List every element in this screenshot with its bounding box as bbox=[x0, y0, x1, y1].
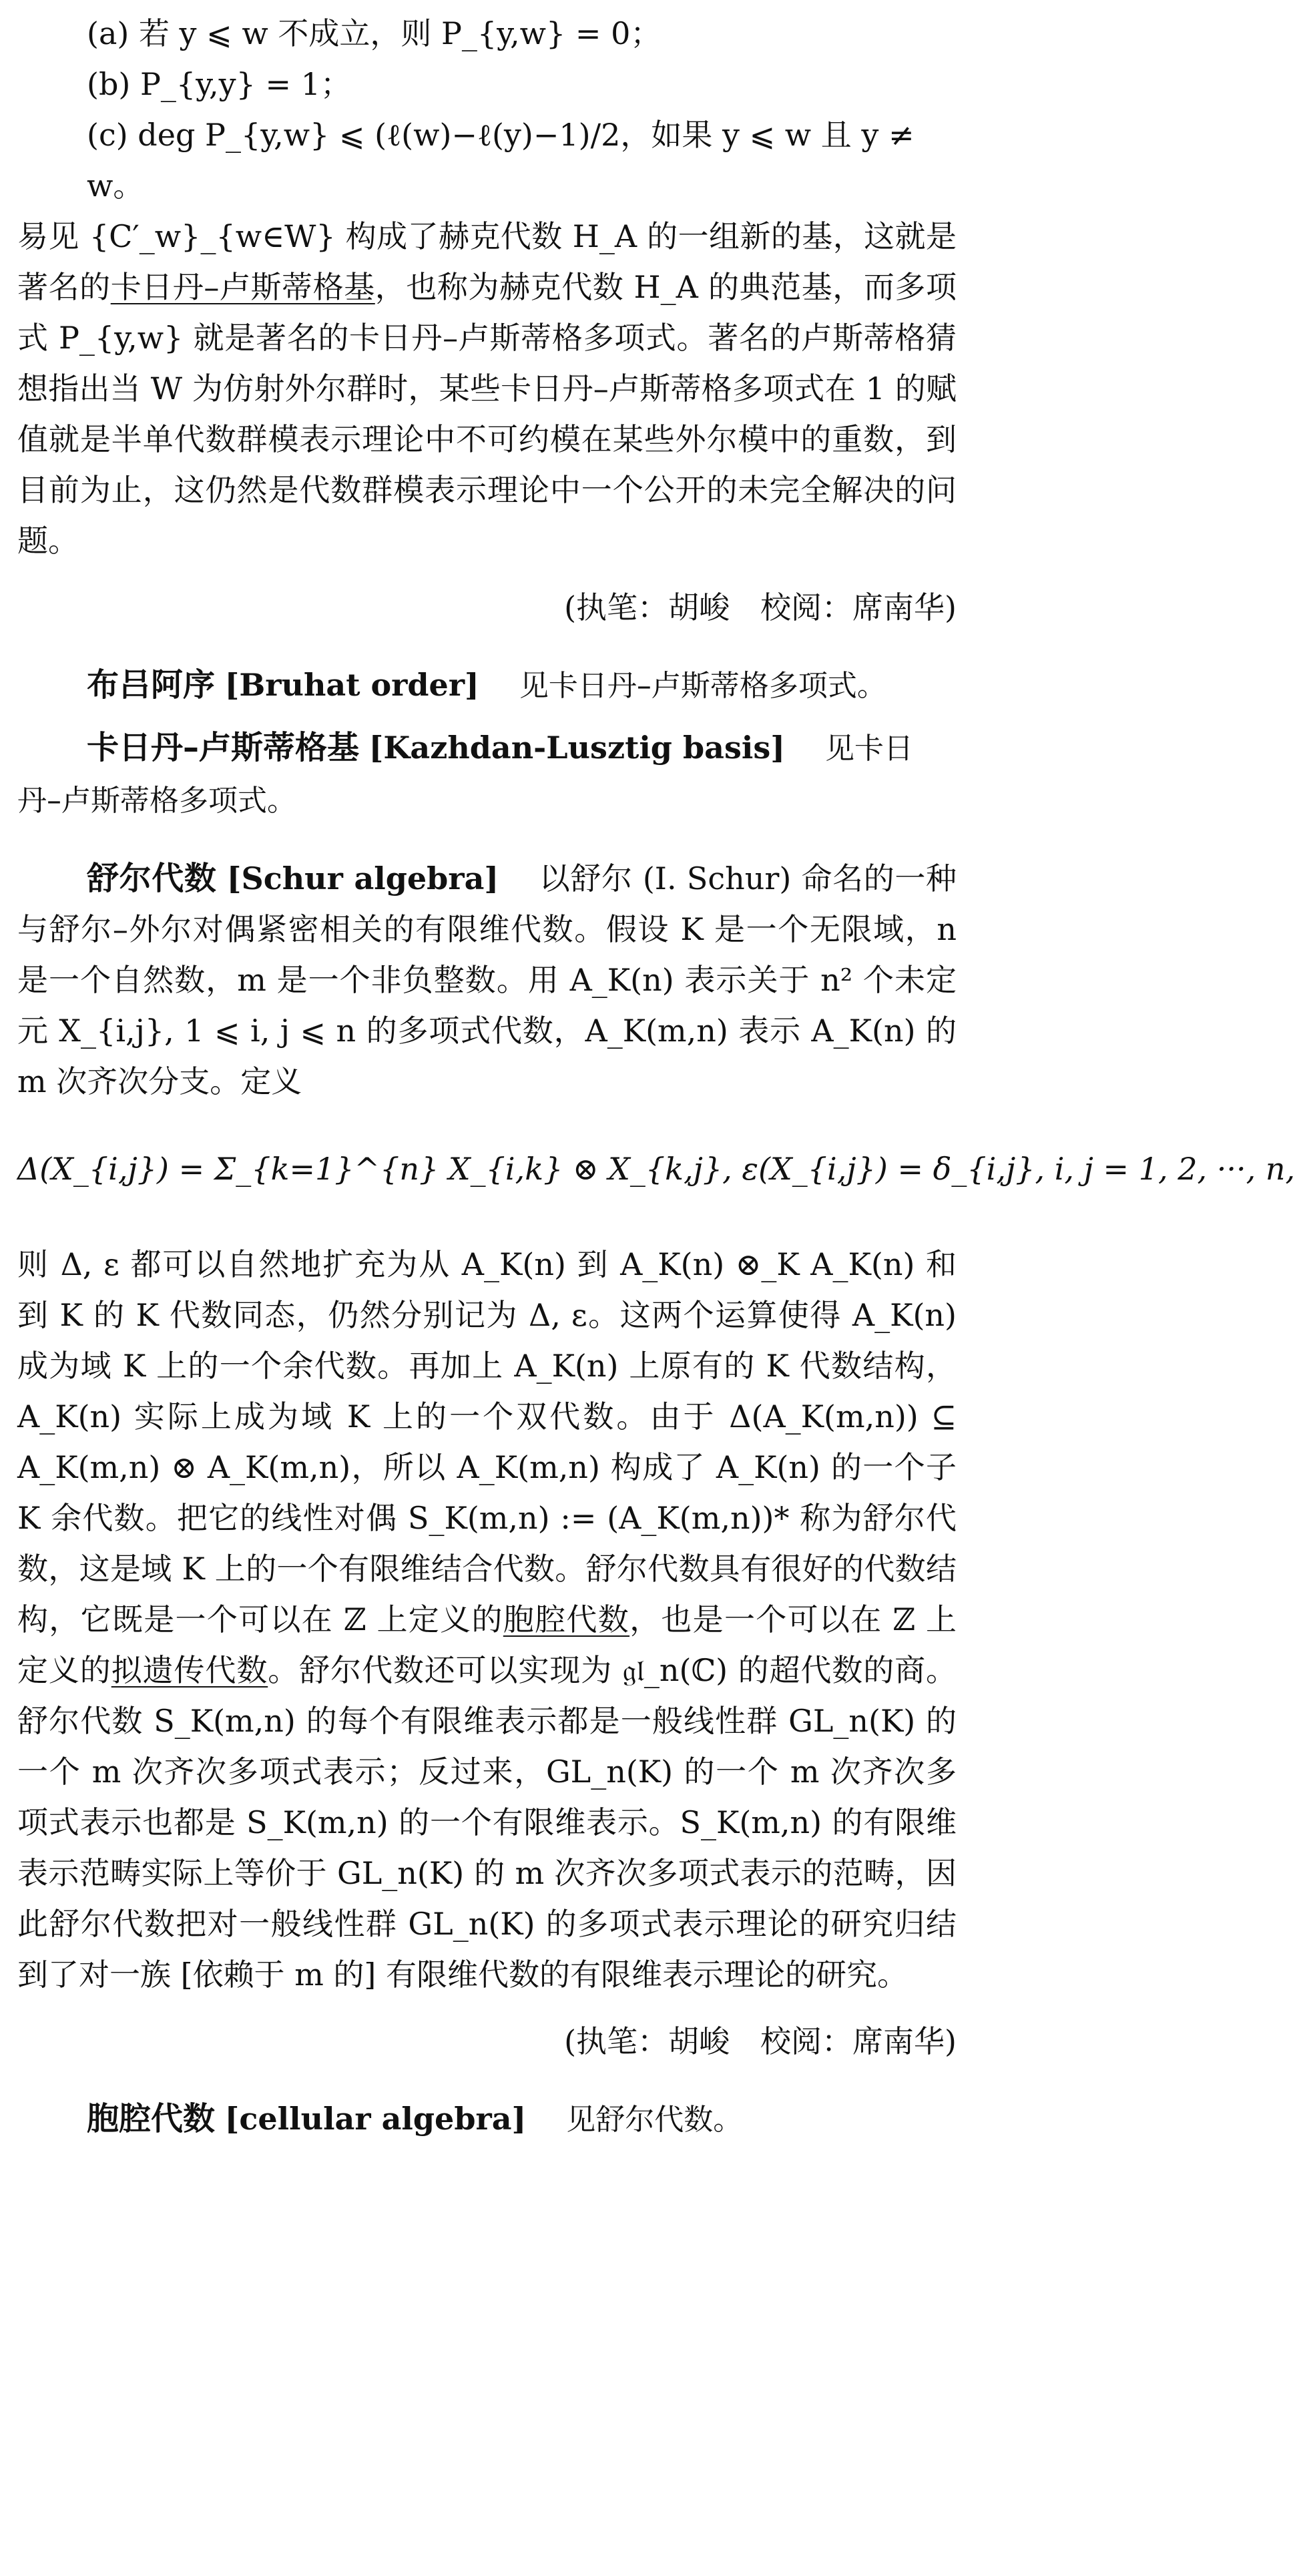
entry-title-en: [Bruhat order] bbox=[224, 667, 479, 703]
schur-body-text-3: 。舒尔代数还可以实现为 𝔤𝔩_n(ℂ) 的超代数的商。舒尔代数 S_K(m,n) 的每个有限维表示都是一般线性群 GL_n(K) 的一个 m 次齐次多项式表示；反过来，GL_n(K) 的一个 m 次齐次多项式表示也都是 S_K(m,n) 的一个有限维表示。S_K(m,n) 的有限维表示范畴实际上等价于 GL_n(K) 的 m 次齐次多项式表示的范畴，因此舒尔代数把对一般线性群 GL_n(K) 的多项式表示理论的研究归结到了对一族 [依赖于 m 的] 有限维代数的有限维表示理论的研究。 bbox=[17, 1652, 957, 1993]
schur-intro bbox=[17, 853, 957, 1107]
entry-title-cn: 胞腔代数 bbox=[87, 2100, 216, 2137]
entry-cellular-algebra bbox=[17, 2093, 957, 2145]
author-credit-1: (执笔：胡峻 校阅：席南华) bbox=[564, 589, 957, 625]
entry-title-en: [cellular algebra] bbox=[224, 2101, 527, 2137]
author-credit-2: (执笔：胡峻 校阅：席南华) bbox=[564, 2023, 957, 2059]
quasi-hereditary-algebra-link[interactable]: 拟遗传代数 bbox=[111, 1652, 268, 1688]
cross-reference[interactable]: 见舒尔代数。 bbox=[566, 2103, 743, 2137]
entry-bruhat-line bbox=[17, 660, 957, 712]
kl-paragraph-text-2: ，也称为赫克代数 H_A 的典范基，而多项式 P_{y,w} 就是著名的卡日丹–卢斯蒂格多项式。著名的卢斯蒂格猜想指出当 W 为仿射外尔群时，某些卡日丹–卢斯蒂格多项式在 1 的赋值就是半单代数群模表示理论中不可约模在某些外尔模中的重数，到目前为止，这仍然是代数群模表示理论中一个公开的未完全解决的问题。 bbox=[17, 269, 957, 559]
cross-reference[interactable]: 见卡日丹–卢斯蒂格多项式。 bbox=[17, 732, 913, 818]
cross-reference[interactable]: 见卡日丹–卢斯蒂格多项式。 bbox=[519, 669, 886, 703]
entry-kl-basis-line bbox=[17, 722, 957, 826]
condition-b: (b) P_{y,y} = 1； bbox=[87, 66, 351, 102]
kl-paragraph-text-1: 易见 {C′_w}_{w∈W} 构成了赫克代数 H_A 的一组新的基，这就是著名的 bbox=[17, 218, 957, 305]
entry-kl-basis bbox=[17, 722, 957, 826]
schur-body-text-1: 则 Δ, ε 都可以自然地扩充为从 A_K(n) 到 A_K(n) ⊗_K A_K(n) 和到 K 的 K 代数同态，仍然分别记为 Δ, ε。这两个运算使得 A_K(n) 成为域 K 上的一个余代数。再加上 A_K(n) 上原有的 K 代数结构，A_K(n) 实际上成为域 K 上的一个双代数。由于 Δ(A_K(m,n)) ⊆ A_K(m,n) ⊗ A_K(m,n)，所以 A_K(m,n) 构成了 A_K(n) 的一个子 K 余代数。把它的线性对偶 S_K(m,n) := (A_K(m,n))* 称为舒尔代数，这是域 K 上的一个有限维结合代数。舒尔代数具有很好的代数结构，它既是一个可以在 ℤ 上定义的 bbox=[17, 1246, 957, 1637]
entry-title-en: [Kazhdan-Lusztig basis] bbox=[368, 730, 785, 766]
coproduct-formula: Δ(X_{i,j}) = Σ_{k=1}^{n} X_{i,k} ⊗ X_{k,j}, ε(X_{i,j}) = δ_{i,j}, i, j = 1, 2, ···, n, bbox=[17, 1151, 1295, 1187]
entry-title-cn: 舒尔代数 bbox=[87, 860, 217, 897]
schur-body bbox=[17, 1239, 957, 2000]
condition-a: (a) 若 y ⩽ w 不成立，则 P_{y,w} = 0； bbox=[87, 15, 662, 51]
condition-c: (c) deg P_{y,w} ⩽ (ℓ(w)−ℓ(y)−1)/2，如果 y ⩽ w 且 y ≠ w。 bbox=[87, 117, 915, 204]
entry-schur-algebra bbox=[17, 853, 1295, 2000]
kl-paragraph bbox=[17, 211, 957, 566]
schur-intro-text: 以舒尔 (I. Schur) 命名的一种与舒尔–外尔对偶紧密相关的有限维代数。假设 K 是一个无限域，n 是一个自然数，m 是一个非负整数。用 A_K(n) 表示关于 n² 个未定元 X_{i,j}, 1 ⩽ i, j ⩽ n 的多项式代数，A_K(m,n) 表示 A_K(n) 的 m 次齐次分支。定义 bbox=[17, 860, 957, 1099]
entry-cellular-line bbox=[17, 2093, 957, 2145]
cellular-algebra-link[interactable]: 胞腔代数 bbox=[503, 1601, 630, 1637]
kl-basis-link[interactable]: 卡日丹–卢斯蒂格基 bbox=[110, 269, 375, 305]
schur-body-text-2: ，也是一个可以在 ℤ 上定义的 bbox=[17, 1601, 957, 1688]
entry-title-cn: 布吕阿序 bbox=[87, 666, 216, 704]
entry-title-cn: 卡日丹–卢斯蒂格基 bbox=[87, 729, 360, 766]
entry-title-en: [Schur algebra] bbox=[226, 860, 499, 896]
entry-bruhat-order bbox=[17, 660, 957, 712]
